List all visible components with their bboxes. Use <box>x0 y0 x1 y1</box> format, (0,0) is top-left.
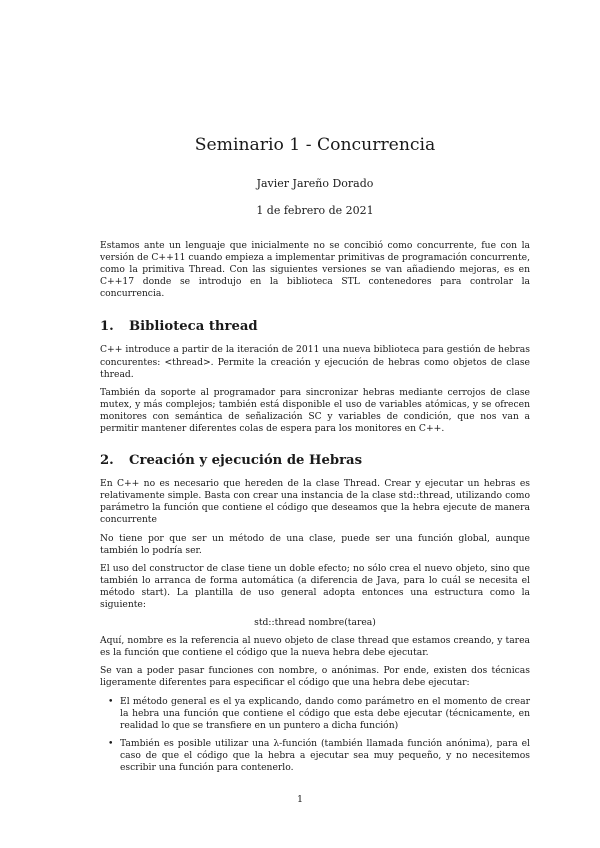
section-number: 2. <box>100 453 114 469</box>
section-title: Biblioteca thread <box>129 319 258 335</box>
section-1-paragraph: C++ introduce a partir de la iteración de 2011 una nueva biblioteca para gestión de hebras concurentes: <thread>. Permite la creación y ejecución de hebras como objetos de clase thread. <box>100 344 530 380</box>
section-heading-2 <box>100 452 530 469</box>
page-number: 1 <box>296 794 304 805</box>
section-2-paragraph: El uso del constructor de clase tiene un doble efecto; no sólo crea el nuevo objeto, sino que también lo arranca de forma automática (a diferencia de Java, para lo cuál se necesita el método start). La plantilla de uso general adopta entonces una estructura como la siguiente: <box>100 562 530 610</box>
document-title: Seminario 1 - Concurrencia <box>194 135 436 155</box>
list-item <box>100 738 530 774</box>
section-number: 1. <box>100 319 114 335</box>
page-content <box>100 134 530 780</box>
section-2-paragraph: En C++ no es necesario que hereden de la clase Thread. Crear y ejecutar un hebras es relativamente simple. Basta con crear una instancia de la clase std::thread, utilizando como parámetro la función que contiene el código que deseamos que la hebra ejecute de manera concurrente <box>100 478 530 526</box>
section-2-paragraph: No tiene por que ser un método de una clase, puede ser una función global, aunque también lo podría ser. <box>100 532 530 556</box>
section-heading-1 <box>100 318 530 335</box>
bullet-icon: • <box>108 737 114 749</box>
bullet-icon: • <box>108 695 114 707</box>
document-date: 1 de febrero de 2021 <box>256 204 374 217</box>
list-item-text: El método general es el ya explicando, dando como parámetro en el momento de crear la hebra una función que contiene el código que esta debe ejecutar (técnicamente, en realidad lo que se transfiere en un puntero a dicha función) <box>120 695 530 731</box>
document-author: Javier Jareño Dorado <box>256 177 374 190</box>
list-item-text: También es posible utilizar una λ-función (también llamada función anónima), para el caso de que el código que la hebra a ejecutar sea muy pequeño, y no necesitemos escribir una función para contenerlo. <box>120 737 530 773</box>
section-2-paragraph: Aquí, nombre es la referencia al nuevo objeto de clase thread que estamos creando, y tarea es la función que contiene el código que la nueva hebra debe ejecutar. <box>100 635 530 659</box>
section-2-paragraph: Se van a poder pasar funciones con nombre, o anónimas. Por ende, existen dos técnicas ligeramente diferentes para especificar el código que una hebra debe ejecutar: <box>100 665 530 689</box>
section-title: Creación y ejecución de Hebras <box>129 453 363 469</box>
bullet-list <box>100 696 530 775</box>
section-1-paragraph: También da soporte al programador para sincronizar hebras mediante cerrojos de clase mutex, y más complejos; también está disponible el uso de variables atómicas, y se ofrecen monitores con semántica de señalización SC y variables de condición, que nos van a permitir mantener diferentes colas de espera para los monitores en C++. <box>100 386 530 435</box>
list-item <box>100 696 530 732</box>
abstract-paragraph: Estamos ante un lenguaje que inicialmente no se concibió como concurrente, fue con la versión de C++11 cuando empieza a implementar primitivas de programación concurrente, como la primitiva Thread. Con las siguientes versiones se van añadiendo mejoras, es en C++17 donde se introdujo en la biblioteca STL contenedores para controlar la concurrencia. <box>100 240 530 300</box>
code-example: std::thread nombre(tarea) <box>254 617 376 629</box>
